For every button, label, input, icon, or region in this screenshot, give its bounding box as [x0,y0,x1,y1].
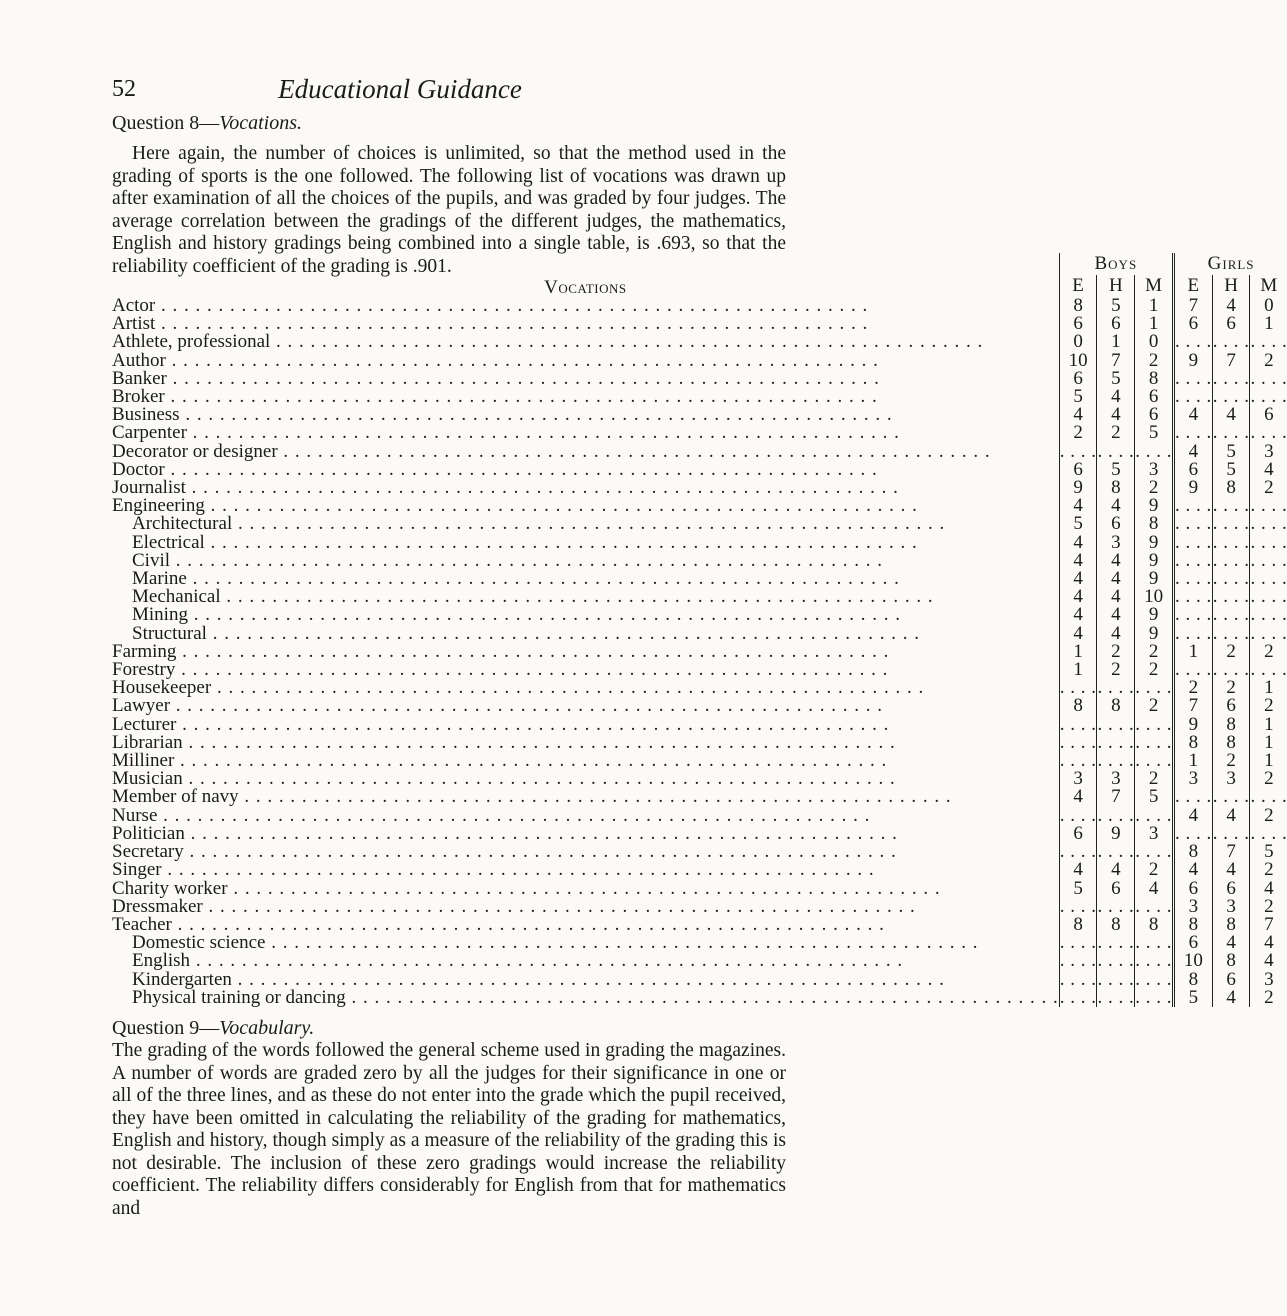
vocation-name: Physical training or dancing . . . [112,989,1059,1007]
grade-cell: 10 [1059,352,1097,370]
grade-cell: 4 [1250,461,1287,479]
grade-cell: 3 [1097,770,1135,788]
grade-cell: 8 [1212,952,1250,970]
grade-cell: 3 [1097,534,1135,552]
girls-e-header: E [1173,275,1212,297]
table-row [112,606,1287,624]
grade-cell: 3 [1173,898,1212,916]
grade-cell: 5 [1212,443,1250,461]
grade-cell: 8 [1097,697,1135,715]
grade-cell [1059,971,1097,989]
grade-cell: 4 [1173,443,1212,461]
grade-cell: 4 [1250,934,1287,952]
vocation-name: Singer . . . [112,861,1059,879]
vocation-name: Lecturer . . . [112,716,1059,734]
grade-cell [1250,515,1287,533]
grade-cell: 10 [1135,588,1174,606]
table-row [112,952,1287,970]
vocation-name: Milliner . . . [112,752,1059,770]
vocation-name: Architectural . . . [112,515,1059,533]
grade-cell: 4 [1097,570,1135,588]
grade-cell: 5 [1059,515,1097,533]
vocation-name: English . . . [112,952,1059,970]
page-header [0,60,800,104]
grade-cell: 2 [1250,861,1287,879]
grade-cell: 4 [1173,406,1212,424]
grade-cell: 7 [1097,352,1135,370]
grade-cell: 3 [1059,770,1097,788]
question-9-paragraph: The grading of the words followed the general scheme used in grading the magazines. A number of words are graded zero by all the judges for their significance in one or all of the three lines, and as these do not enter into the grade which the pupil received, they have been omitted in calculating the reliability of the grading for mathematics, English and history, though simply as a measure of the reliability of the grading this is not desirable. The inclusion of these zero gradings would increase the reliability coefficient. The reliability differs considerably for English from that for mathematics and [112,1040,786,1219]
grade-cell: 8 [1173,971,1212,989]
grade-cell: 4 [1059,788,1097,806]
grade-cell: 4 [1212,297,1250,315]
grade-cell: 7 [1212,352,1250,370]
vocation-name: Politician . . . [112,825,1059,843]
vocation-name: Charity worker . . . [112,880,1059,898]
grade-cell [1212,788,1250,806]
vocation-name: Journalist . . . [112,479,1059,497]
vocation-name: Farming . . . [112,643,1059,661]
grade-cell: 6 [1212,880,1250,898]
grade-cell: 0 [1059,333,1097,351]
grade-cell: 5 [1059,388,1097,406]
vocations-header: Vocations [544,276,627,298]
grade-cell: 4 [1059,534,1097,552]
vocation-name: Actor . . . [112,297,1059,315]
grade-cell: 2 [1097,643,1135,661]
grade-cell: 2 [1135,352,1174,370]
grade-cell: 2 [1250,697,1287,715]
grade-cell: 4 [1059,406,1097,424]
vocation-name: Musician . . . [112,770,1059,788]
grade-cell: 8 [1173,843,1212,861]
vocation-name: Mining . . . [112,606,1059,624]
grade-cell: 1 [1250,679,1287,697]
question-9-topic: Vocabulary. [219,1017,315,1039]
grade-cell: 8 [1212,716,1250,734]
grade-cell: 8 [1173,734,1212,752]
grade-cell [1097,952,1135,970]
grade-cell: 2 [1135,661,1174,679]
vocation-name: Artist . . . [112,315,1059,333]
grade-cell: 2 [1135,479,1174,497]
grade-cell: 2 [1212,643,1250,661]
grade-cell: 8 [1059,916,1097,934]
grade-cell: 1 [1059,661,1097,679]
grade-cell [1173,333,1212,351]
grade-cell: 9 [1135,625,1174,643]
grade-cell: 1 [1135,297,1174,315]
grade-cell: 2 [1212,752,1250,770]
question-9-label: Question 9— [112,1017,220,1039]
grade-cell [1250,788,1287,806]
grade-cell: 6 [1173,880,1212,898]
vocation-name: Marine . . . [112,570,1059,588]
grade-cell: 2 [1250,479,1287,497]
grade-cell: 6 [1059,370,1097,388]
vocation-name: Dressmaker . . . [112,898,1059,916]
vocation-name: Civil . . . [112,552,1059,570]
vocation-name: Teacher . . . [112,916,1059,934]
grade-cell: 6 [1250,406,1287,424]
grade-cell [1212,606,1250,624]
grade-cell [1212,424,1250,442]
grade-cell: 0 [1250,297,1287,315]
grade-cell: 1 [1173,643,1212,661]
grade-cell [1250,424,1287,442]
grade-cell: 5 [1212,461,1250,479]
grade-cell [1059,952,1097,970]
grade-cell: 9 [1135,606,1174,624]
vocation-name: Banker . . . [112,370,1059,388]
grade-cell: 1 [1135,315,1174,333]
grade-cell: 4 [1059,606,1097,624]
grade-cell: 5 [1059,880,1097,898]
vocation-name: Librarian . . . [112,734,1059,752]
grade-cell: 4 [1059,552,1097,570]
grade-cell: 9 [1135,552,1174,570]
grade-cell [1250,606,1287,624]
table-row [112,880,1287,898]
vocation-name: Secretary . . . [112,843,1059,861]
grade-cell: 6 [1059,461,1097,479]
grade-cell: 3 [1135,461,1174,479]
grade-cell: 4 [1250,952,1287,970]
vocation-name: Structural . . . [112,625,1059,643]
grade-cell [1135,971,1174,989]
vocation-name: Business . . . [112,406,1059,424]
grade-cell: 9 [1173,479,1212,497]
grade-cell: 9 [1173,352,1212,370]
grade-cell: 8 [1173,916,1212,934]
vocation-name: Athlete, professional . . . [112,333,1059,351]
grade-cell: 3 [1135,825,1174,843]
grade-cell: 4 [1059,625,1097,643]
grade-cell: 2 [1250,352,1287,370]
table-row [112,989,1287,1007]
grade-cell [1097,971,1135,989]
grade-cell: 1 [1097,333,1135,351]
vocation-name: Kindergarten . . . [112,971,1059,989]
table-row [112,333,1287,351]
grade-cell: 6 [1059,315,1097,333]
grade-cell: 2 [1250,898,1287,916]
grade-cell [1173,424,1212,442]
grade-cell: 9 [1135,497,1174,515]
grade-cell: 4 [1097,552,1135,570]
grade-cell: 4 [1059,497,1097,515]
vocation-name: Nurse . . . [112,807,1059,825]
grade-cell: 9 [1059,479,1097,497]
question-8-label: Question 8— [112,112,220,134]
vocation-name: Mechanical . . . [112,588,1059,606]
girls-h-header: H [1212,275,1250,297]
grade-cell: 6 [1173,934,1212,952]
grade-cell: 2 [1059,424,1097,442]
grade-cell [1212,333,1250,351]
grade-cell: 8 [1097,479,1135,497]
vocation-name: Decorator or designer . . . [112,443,1059,461]
grade-cell [1173,788,1212,806]
grade-cell: 6 [1173,461,1212,479]
grade-cell: 8 [1097,916,1135,934]
grade-cell: 4 [1097,497,1135,515]
grade-cell: 8 [1135,370,1174,388]
grade-cell: 9 [1135,570,1174,588]
grade-cell: 8 [1059,697,1097,715]
boys-m-header: M [1135,275,1174,297]
grade-cell: 4 [1059,570,1097,588]
grade-cell: 5 [1097,370,1135,388]
grade-cell: 6 [1135,406,1174,424]
grade-cell: 4 [1097,625,1135,643]
grade-cell: 1 [1250,734,1287,752]
vocations-table [112,253,1287,1007]
grade-cell: 5 [1135,788,1174,806]
grade-cell [1097,989,1135,1007]
grade-cell [1173,515,1212,533]
grade-cell: 2 [1135,770,1174,788]
grade-cell: 4 [1059,588,1097,606]
grade-cell: 6 [1059,825,1097,843]
grade-cell: 7 [1212,843,1250,861]
grade-cell: 6 [1173,315,1212,333]
table-row [112,424,1287,442]
grade-cell: 4 [1097,606,1135,624]
grade-cell: 2 [1097,661,1135,679]
grade-cell: 7 [1173,697,1212,715]
vocations-table-body [112,297,1287,1007]
table-row [112,697,1287,715]
grade-cell: 9 [1097,825,1135,843]
grade-cell: 4 [1173,861,1212,879]
vocation-name: Engineering . . . [112,497,1059,515]
grade-cell: 2 [1250,643,1287,661]
grade-cell [1059,989,1097,1007]
vocation-name: Member of navy . . . [112,788,1059,806]
grade-cell: 4 [1250,880,1287,898]
grade-cell: 2 [1173,679,1212,697]
grade-cell: 3 [1212,898,1250,916]
grade-cell: 4 [1097,406,1135,424]
grade-cell: 2 [1097,424,1135,442]
grade-cell: 5 [1250,843,1287,861]
table-row [112,861,1287,879]
grade-cell: 9 [1173,716,1212,734]
grade-cell: 1 [1250,716,1287,734]
question-9-heading [112,1017,314,1040]
grade-cell: 4 [1059,861,1097,879]
grade-cell: 4 [1097,861,1135,879]
grade-cell [1212,515,1250,533]
grade-cell: 6 [1135,388,1174,406]
girls-m-header: M [1250,275,1287,297]
running-title: Educational Guidance [278,74,522,104]
grade-cell: 8 [1135,515,1174,533]
grade-cell: 6 [1097,315,1135,333]
grade-cell: 4 [1173,807,1212,825]
grade-cell: 7 [1097,788,1135,806]
grade-cell: 0 [1135,333,1174,351]
grade-cell: 5 [1097,461,1135,479]
vocation-name: Broker . . . [112,388,1059,406]
question-8-topic: Vocations. [219,112,302,134]
grade-cell: 8 [1212,916,1250,934]
table-row [112,788,1287,806]
grade-cell: 4 [1135,880,1174,898]
grade-cell: 8 [1135,916,1174,934]
question-8-heading [112,112,302,135]
grade-cell [1135,989,1174,1007]
grade-cell: 5 [1135,424,1174,442]
vocation-name: Electrical . . . [112,534,1059,552]
vocation-name: Domestic science . . . [112,934,1059,952]
grade-cell: 5 [1173,989,1212,1007]
vocation-name: Carpenter . . . [112,424,1059,442]
grade-cell: 6 [1212,315,1250,333]
vocation-name: Author . . . [112,352,1059,370]
grade-cell: 9 [1135,534,1174,552]
grade-cell: 3 [1250,443,1287,461]
grade-cell: 6 [1097,515,1135,533]
grade-cell: 4 [1212,989,1250,1007]
grade-cell: 3 [1173,770,1212,788]
grade-cell: 3 [1250,971,1287,989]
grade-cell: 6 [1212,697,1250,715]
grade-cell: 4 [1212,406,1250,424]
grade-cell [1250,333,1287,351]
grade-cell: 5 [1097,297,1135,315]
grade-cell: 7 [1250,916,1287,934]
grade-cell: 3 [1212,770,1250,788]
grade-cell: 4 [1097,588,1135,606]
grade-cell: 8 [1212,734,1250,752]
grade-cell: 1 [1059,643,1097,661]
grade-cell: 2 [1250,989,1287,1007]
grade-cell: 2 [1135,643,1174,661]
grade-cell: 4 [1212,861,1250,879]
grade-cell: 2 [1250,770,1287,788]
grade-cell: 8 [1212,479,1250,497]
boys-header: Boys [1059,253,1173,275]
table-row [112,515,1287,533]
grade-cell: 2 [1250,807,1287,825]
grade-cell: 2 [1135,861,1174,879]
grade-cell: 2 [1135,697,1174,715]
boys-h-header: H [1097,275,1135,297]
grade-cell: 2 [1212,679,1250,697]
grade-cell [1173,606,1212,624]
vocation-name: Forestry . . . [112,661,1059,679]
grade-cell: 1 [1173,752,1212,770]
page-number: 52 [112,76,136,102]
vocation-name: Lawyer . . . [112,697,1059,715]
grade-cell: 4 [1212,934,1250,952]
grade-cell: 10 [1173,952,1212,970]
grade-cell: 1 [1250,752,1287,770]
boys-e-header: E [1059,275,1097,297]
vocation-name: Housekeeper . . . [112,679,1059,697]
vocation-name: Doctor . . . [112,461,1059,479]
question-8-paragraph: Here again, the number of choices is unlimited, so that the method used in the grading of sports is the one followed. The following list of vocations was drawn up after examination of all the choices of the pupils, and was graded by four judges. The average correlation between the gradings of the different judges, the mathematics, English and history gradings being combined into a single table, is .693, so that the reliability coefficient of the grading is .901. [112,143,786,277]
table-row [112,971,1287,989]
grade-cell: 1 [1250,315,1287,333]
grade-cell: 7 [1173,297,1212,315]
grade-cell: 6 [1097,880,1135,898]
girls-header: Girls [1173,253,1287,275]
grade-cell: 6 [1212,971,1250,989]
grade-cell: 8 [1059,297,1097,315]
grade-cell [1135,952,1174,970]
grade-cell: 4 [1212,807,1250,825]
grade-cell: 4 [1097,388,1135,406]
